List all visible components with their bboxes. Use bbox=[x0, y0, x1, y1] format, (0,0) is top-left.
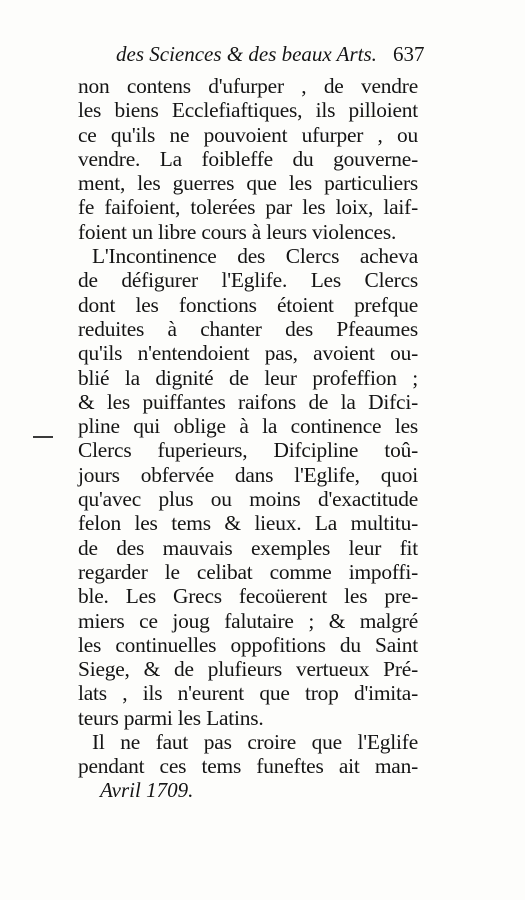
text-line: miers ce joug falutaire ; & malgré bbox=[78, 608, 418, 633]
text-line: les biens Ecclefiaftiques, ils pilloient bbox=[78, 98, 418, 123]
text-line: ce qu'ils ne pouvoient ufurper , ou bbox=[78, 122, 418, 147]
text-line: de défigurer l'Eglife. Les Clercs bbox=[78, 268, 418, 293]
text-line: regarder le celibat comme impoffi- bbox=[78, 559, 418, 584]
text-line: qu'avec plus ou moins d'exactitude bbox=[78, 487, 418, 512]
text-line: ment, les guerres que les particuliers bbox=[78, 171, 418, 196]
signature-mark: Avril 1709. bbox=[100, 778, 194, 802]
page-header bbox=[116, 42, 425, 72]
text-line: Clercs fuperieurs, Difcipline toû- bbox=[78, 438, 418, 463]
running-title: des Sciences & des beaux Arts. bbox=[116, 42, 377, 66]
text-line: de des mauvais exemples leur fit bbox=[78, 535, 418, 560]
text-line: L'Incontinence des Clercs acheva bbox=[92, 244, 418, 269]
text-line: qu'ils n'entendoient pas, avoient ou- bbox=[78, 341, 418, 366]
text-line: non contens d'ufurper , de vendre bbox=[78, 74, 418, 98]
text-line: jours obfervée dans l'Eglife, quoi bbox=[78, 462, 418, 487]
text-line: dont les fonctions étoient prefque bbox=[78, 292, 418, 317]
text-line: fe faifoient, tolerées par les loix, laif- bbox=[78, 195, 418, 220]
margin-mark bbox=[33, 436, 53, 438]
text-line: blié la dignité de leur profeffion ; bbox=[78, 365, 418, 390]
text-line: reduites à chanter des Pfeaumes bbox=[78, 316, 418, 341]
text-line: Siege, & de plufieurs vertueux Pré- bbox=[78, 657, 418, 682]
text-line: & les puiffantes raifons de la Difci- bbox=[78, 389, 418, 414]
text-line: lats , ils n'eurent que trop d'imita- bbox=[78, 681, 418, 706]
text-line: les continuelles oppofitions du Saint bbox=[78, 632, 418, 657]
text-line: pline qui oblige à la continence les bbox=[78, 414, 418, 439]
text-line: Il ne faut pas croire que l'Eglife bbox=[92, 730, 418, 755]
page-number: 637 bbox=[393, 42, 425, 66]
text-line: vendre. La foibleffe du gouverne- bbox=[78, 146, 418, 171]
text-line: felon les tems & lieux. La multitu- bbox=[78, 511, 418, 536]
text-line: pendant ces tems funeftes ait man- bbox=[78, 754, 418, 779]
text-line: teurs parmi les Latins. bbox=[78, 705, 264, 730]
text-line: ble. Les Grecs fecoüerent les pre- bbox=[78, 584, 418, 609]
text-line: foient un libre cours à leurs violences. bbox=[78, 219, 397, 244]
body-text bbox=[78, 74, 418, 779]
